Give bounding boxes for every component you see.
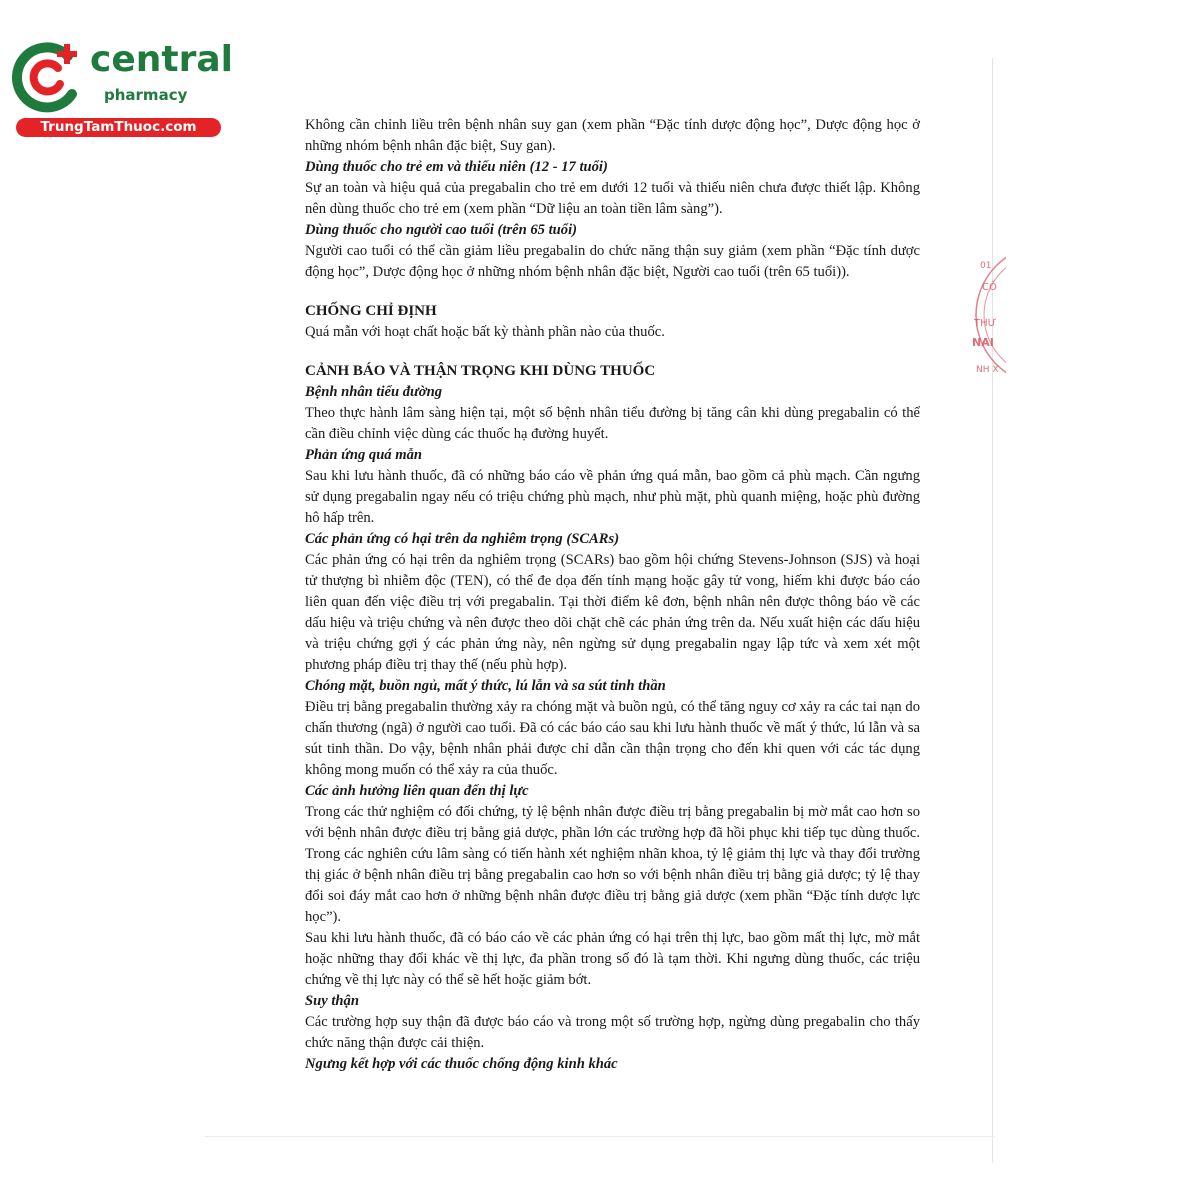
paragraph: Điều trị bằng pregabalin thường xảy ra chóng mặt và buồn ngủ, có thể tăng nguy cơ xảy ra các tai nạn do chấn thương (ngã) ở người cao tuổi. Đã có các báo cáo sau khi lưu hành thuốc về mất ý thức, lú lẫn và sa sút tinh thần. Do vậy, bệnh nhân phải được chỉ dẫn cần thận trọng cho đến khi quen với các tác dụng không mong muốn có thể xảy ra của thuốc. (305, 699, 920, 778)
logo-site-banner: TrungTamThuoc.com (16, 118, 221, 137)
section-heading-warnings: CẢNH BÁO VÀ THẬN TRỌNG KHI DÙNG THUỐC (305, 363, 656, 379)
paragraph: Sau khi lưu hành thuốc, đã có báo cáo về các phản ứng có hại trên thị lực, bao gồm mất thị lực, mờ mắt hoặc những thay đổi khác về thị lực, đa phần trong số đó là tạm thời. Khi ngưng dùng thuốc, các triệu chứng về thị lực này có thể sẽ hết hoặc giảm bớt. (305, 930, 920, 988)
paragraph: Theo thực hành lâm sàng hiện tại, một số bệnh nhân tiểu đường bị tăng cân khi dùng pregabalin có thể cần điều chỉnh việc dùng các thuốc hạ đường huyết. (305, 405, 920, 442)
document-body (305, 115, 920, 1075)
central-pharmacy-logo (12, 38, 233, 138)
subheading: Các phản ứng có hại trên da nghiêm trọng (SCARs) (305, 531, 620, 547)
svg-text:01: 01 (980, 261, 992, 271)
pharmacy-cross-icon (12, 38, 88, 116)
subheading: Dùng thuốc cho người cao tuổi (trên 65 tuổi) (305, 222, 578, 238)
paragraph: Trong các thử nghiệm có đối chứng, tỷ lệ bệnh nhân được điều trị bằng pregabalin bị mờ mắt cao hơn so với bệnh nhân được điều trị bằng giả dược, phần lớn các trường hợp đã hồi phục khi tiếp tục dùng thuốc. Trong các nghiên cứu lâm sàng có tiến hành xét nghiệm nhãn khoa, tỷ lệ giảm thị lực và thay đổi trường thị giác ở bệnh nhân điều trị bằng pregabalin cao hơn so với bệnh nhân điều trị bằng giả dược; tỷ lệ thay đổi soi đáy mắt cao hơn ở những bệnh nhân được điều trị bằng giả dược (xem phần “Đặc tính dược lực học”). (305, 804, 920, 925)
subheading: Các ảnh hưởng liên quan đến thị lực (305, 783, 529, 799)
paragraph: Không cần chỉnh liều trên bệnh nhân suy gan (xem phần “Đặc tính dược động học”, Dược động học ở những nhóm bệnh nhân đặc biệt, Suy gan). (305, 117, 920, 154)
section-heading-contraindications: CHỐNG CHỈ ĐỊNH (305, 303, 437, 319)
logo-subtitle: pharmacy (104, 86, 188, 104)
paragraph: Người cao tuổi có thể cần giảm liều pregabalin do chức năng thận suy giảm (xem phần “Đặc tính dược động học”, Dược động học ở những nhóm bệnh nhân đặc biệt, Người cao tuổi (trên 65 tuổi)). (305, 243, 920, 280)
page-edge (992, 58, 993, 1163)
subheading: Phản ứng quá mẫn (305, 447, 423, 463)
paragraph: Các trường hợp suy thận đã được báo cáo và trong một số trường hợp, ngừng dùng pregabalin cho thấy chức năng thận được cải thiện. (305, 1014, 920, 1051)
subheading: Chóng mặt, buồn ngủ, mất ý thức, lú lẫn và sa sút tinh thần (305, 678, 666, 694)
paragraph: Quá mẫn với hoạt chất hoặc bất kỳ thành phần nào của thuốc. (305, 324, 665, 340)
red-stamp-fragment (966, 240, 1006, 390)
logo-brand: central (90, 39, 233, 80)
svg-text:THƯ: THƯ (974, 318, 997, 329)
paragraph: Sự an toàn và hiệu quả của pregabalin cho trẻ em dưới 12 tuổi và thiếu niên chưa được thiết lập. Không nên dùng thuốc cho trẻ em (xem phần “Dữ liệu an toàn tiền lâm sàng”). (305, 180, 920, 217)
paragraph: Các phản ứng có hại trên da nghiêm trọng (SCARs) bao gồm hội chứng Stevens-Johnson (SJS) và hoại tử thượng bì nhiễm độc (TEN), có thể đe dọa đến tính mạng hoặc gây tử vong, hiếm khi được báo cáo liên quan đến việc điều trị với pregabalin. Tại thời điểm kê đơn, bệnh nhân nên được thông báo về các dấu hiệu và triệu chứng và nên được theo dõi chặt chẽ các phản ứng trên da. Nếu xuất hiện các dấu hiệu và triệu chứng gợi ý các phản ứng này, nên ngừng sử dụng pregabalin ngay lập tức và xem xét một phương pháp điều trị thay thế (nếu phù hợp). (305, 552, 920, 673)
subheading: Suy thận (305, 993, 359, 1009)
paragraph: Sau khi lưu hành thuốc, đã có những báo cáo về phản ứng quá mẫn, bao gồm cả phù mạch. Cần ngưng sử dụng pregabalin ngay nếu có triệu chứng phù mạch, như phù mặt, phù quanh miệng, hoặc phù đường hô hấp trên. (305, 468, 920, 526)
subheading: Dùng thuốc cho trẻ em và thiếu niên (12 - 17 tuổi) (305, 159, 608, 175)
page-edge-bottom (205, 1136, 995, 1137)
svg-text:NH X: NH X (976, 365, 999, 375)
subheading: Ngưng kết hợp với các thuốc chống động kinh khác (305, 1056, 618, 1072)
svg-text:NAI: NAI (972, 336, 994, 349)
subheading: Bệnh nhân tiểu đường (305, 384, 443, 400)
svg-text:CÔ: CÔ (982, 282, 997, 293)
